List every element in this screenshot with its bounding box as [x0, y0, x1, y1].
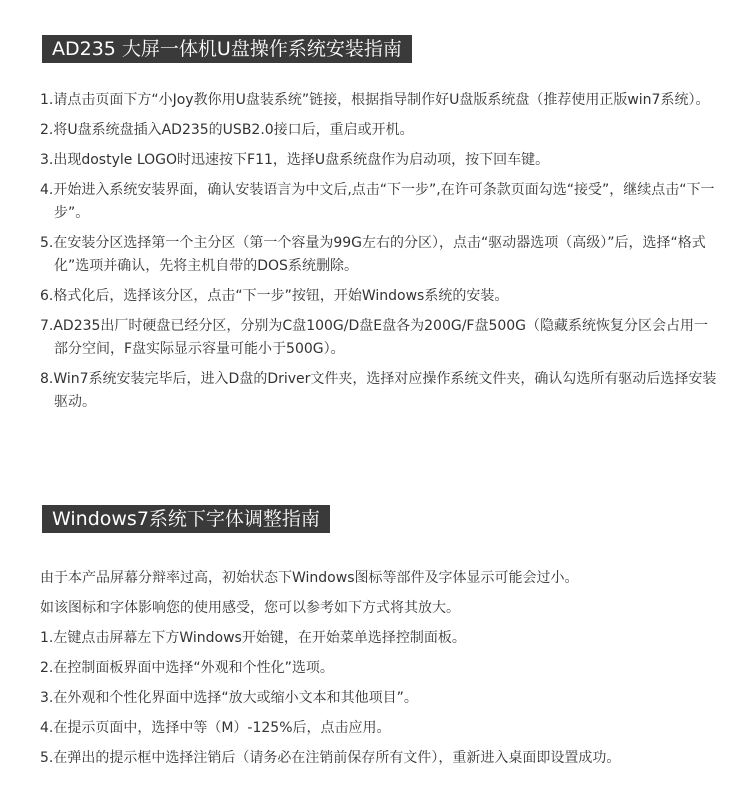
font-guide-step: 5.在弹出的提示框中选择注销后（请务必在注销前保存所有文件），重新进入桌面即设置成功。: [40, 750, 621, 766]
install-step: 4.开始进入系统安装界面，确认安装语言为中文后,点击“下一步”,在许可条款页面勾选“接受”，继续点击“下一步”。: [40, 182, 715, 221]
font-guide-step: 4.在提示页面中，选择中等（M）-125%后，点击应用。: [40, 720, 391, 736]
install-step: 2.将U盘系统盘插入AD235的USB2.0接口后，重启或开机。: [40, 122, 414, 138]
install-step: 8.Win7系统安装完毕后，进入D盘的Driver文件夹，选择对应操作系统文件夹，确认勾选所有驱动后选择安装驱动。: [40, 371, 717, 410]
font-guide-step: 2.在控制面板界面中选择“外观和个性化”选项。: [40, 660, 334, 676]
install-step: 6.格式化后，选择该分区，点击“下一步”按钮，开始Windows系统的安装。: [40, 288, 509, 304]
install-step: 7.AD235出厂时硬盘已经分区，分别为C盘100G/D盘E盘各为200G/F盘500G（隐藏系统恢复分区会占用一部分空间，F盘实际显示容量可能小于500G）。: [40, 318, 709, 357]
font-guide-title: Windows7系统下字体调整指南: [42, 505, 330, 533]
install-guide-title: AD235 大屏一体机U盘操作系统安装指南: [42, 35, 412, 63]
install-step: 3.出现dostyle LOGO时迅速按下F11，选择U盘系统盘作为启动项，按下回车键。: [40, 152, 550, 168]
font-guide-step: 3.在外观和个性化界面中选择“放大或缩小文本和其他项目”。: [40, 690, 418, 706]
font-guide-intro: 由于本产品屏幕分辩率过高，初始状态下Windows图标等部件及字体显示可能会过小。: [40, 570, 579, 586]
install-step: 5.在安装分区选择第一个主分区（第一个容量为99G左右的分区），点击“驱动器选项（高级）”后，选择“格式化”选项并确认，先将主机自带的DOS系统删除。: [40, 235, 706, 274]
font-guide-list: [40, 567, 720, 777]
font-guide-step: 1.左键点击屏幕左下方Windows开始键，在开始菜单选择控制面板。: [40, 630, 466, 646]
install-steps-list: [40, 89, 720, 421]
install-step: 1.请点击页面下方“小Joy教你用U盘装系统”链接，根据指导制作好U盘版系统盘（推荐使用正版win7系统）。: [40, 92, 710, 108]
font-guide-intro: 如该图标和字体影响您的使用感受，您可以参考如下方式将其放大。: [40, 600, 460, 616]
